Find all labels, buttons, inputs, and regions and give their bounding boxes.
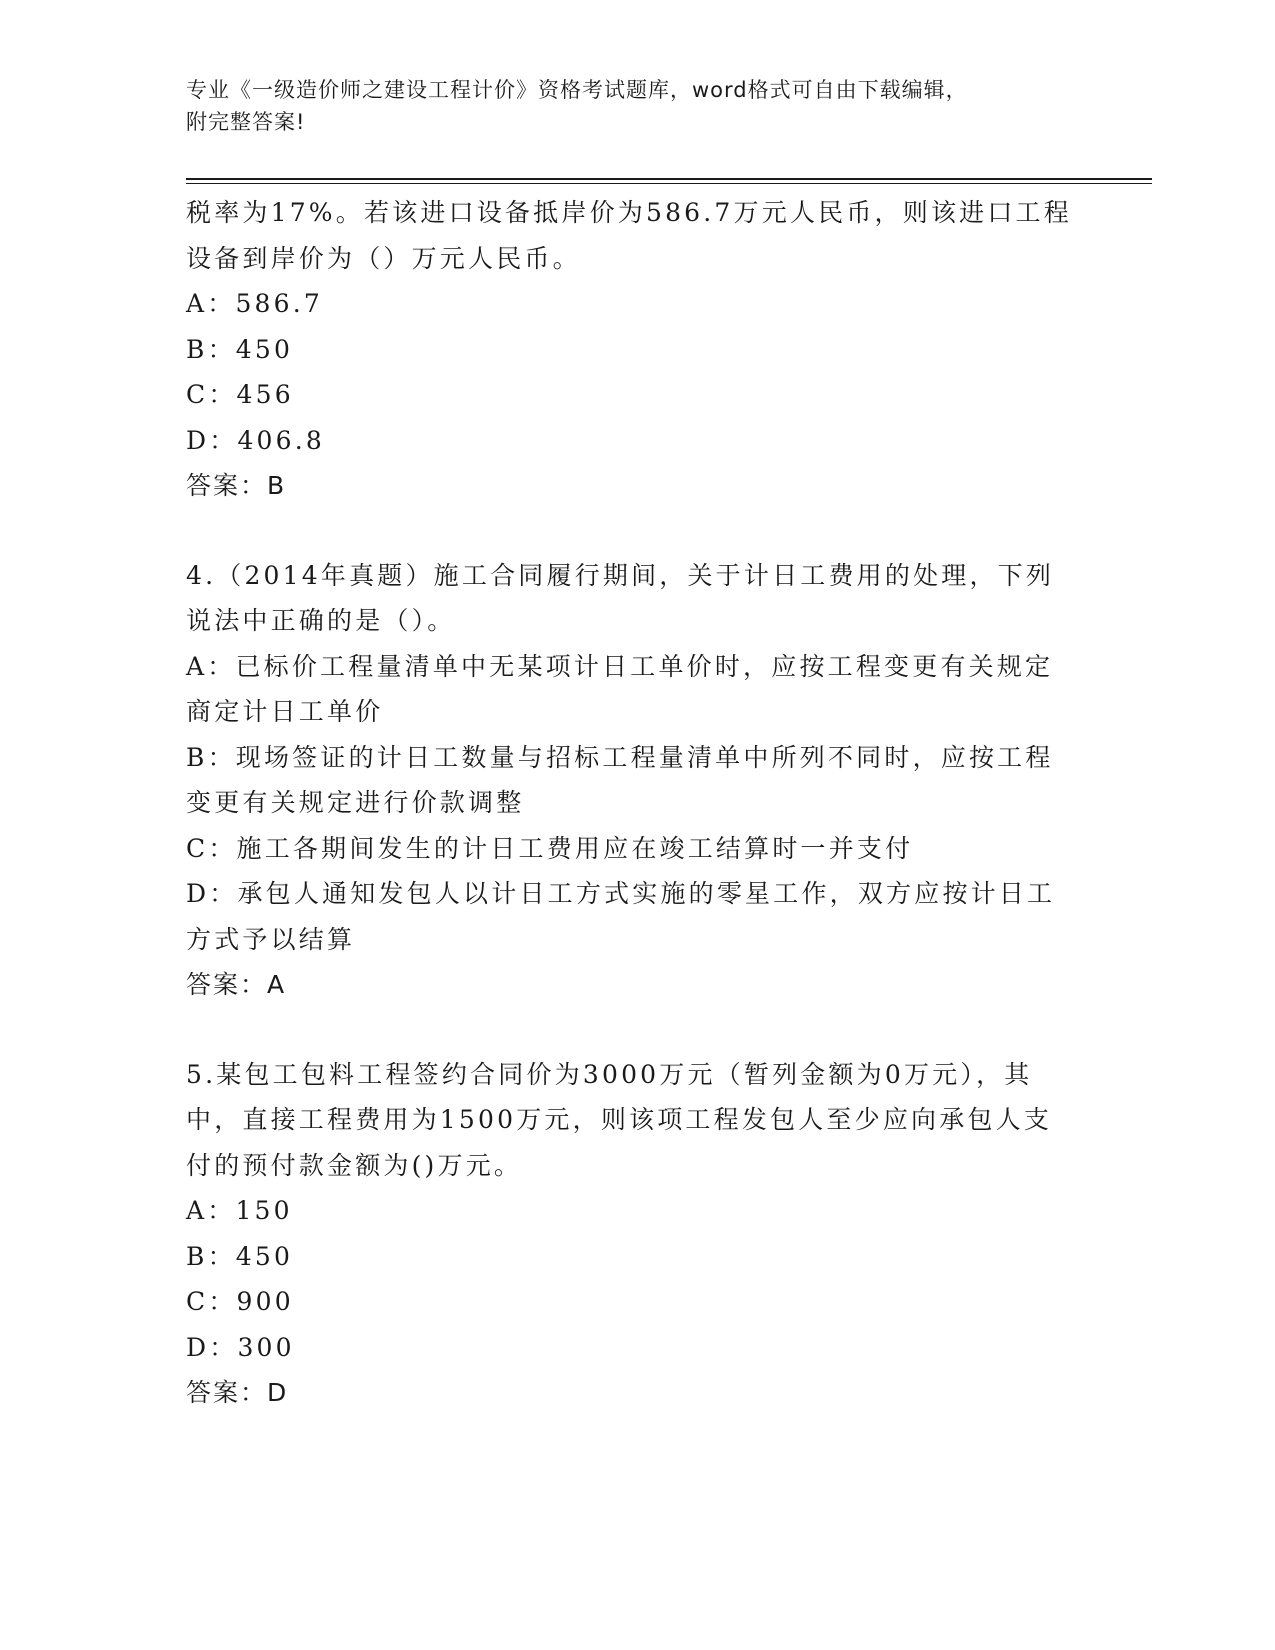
header-divider-thin <box>186 183 1152 184</box>
question-3-stem-line-2: 设备到岸价为（）万元人民币。 <box>186 243 581 273</box>
header-divider-thick <box>186 178 1152 180</box>
question-4-option-c: C：施工各期间发生的计日工费用应在竣工结算时一并支付 <box>186 833 914 863</box>
question-5-stem-line-3: 付的预付款金额为()万元。 <box>186 1150 523 1180</box>
question-5-option-b: B：450 <box>186 1241 294 1271</box>
header-line-2: 附完整答案! <box>186 110 306 134</box>
question-5-answer: 答案：D <box>186 1378 289 1407</box>
header-line-1: 专业《一级造价师之建设工程计价》资格考试题库，word格式可自由下载编辑， <box>186 78 968 102</box>
question-3-answer: 答案：B <box>186 471 287 500</box>
question-content <box>186 190 1076 1416</box>
question-5-option-a: A：150 <box>186 1196 293 1225</box>
question-3-option-c: C：456 <box>186 380 294 409</box>
question-spacer <box>186 1008 1076 1052</box>
question-4-option-a-line-1: A：已标价工程量清单中无某项计日工单价时，应按工程变更有关规定 <box>186 651 1054 681</box>
question-3-stem-line-1: 税率为17%。若该进口设备抵岸价为586.7万元人民币，则该进口工程 <box>186 198 1072 227</box>
question-4-option-b-line-1: B：现场签证的计日工数量与招标工程量清单中所列不同时，应按工程 <box>186 742 1054 772</box>
question-3-option-b: B：450 <box>186 334 294 364</box>
question-3 <box>186 190 1076 509</box>
question-5 <box>186 1052 1076 1416</box>
question-4-answer: 答案：A <box>186 970 287 999</box>
question-4-option-d-line-2: 方式予以结算 <box>186 924 356 954</box>
question-4-option-b-line-2: 变更有关规定进行价款调整 <box>186 788 525 817</box>
question-4-stem-line-2: 说法中正确的是（）。 <box>186 606 456 635</box>
document-header <box>186 74 1066 138</box>
question-spacer <box>186 509 1076 553</box>
question-4-option-d-line-1: D：承包人通知发包人以计日工方式实施的零星工作，双方应按计日工 <box>186 879 1056 908</box>
question-5-option-d: D：300 <box>186 1332 295 1362</box>
question-3-option-a: A：586.7 <box>186 289 324 318</box>
question-4-option-a-line-2: 商定计日工单价 <box>186 697 384 726</box>
question-5-stem-line-1: 5.某包工包料工程签约合同价为3000万元（暂列金额为0万元），其 <box>186 1059 1033 1089</box>
question-5-option-c: C：900 <box>186 1287 294 1316</box>
question-4-stem-line-1: 4.（2014年真题）施工合同履行期间，关于计日工费用的处理，下列 <box>186 560 1055 590</box>
question-3-option-d: D：406.8 <box>186 425 326 455</box>
question-4 <box>186 553 1076 1008</box>
question-5-stem-line-2: 中，直接工程费用为1500万元，则该项工程发包人至少应向承包人支 <box>186 1105 1053 1134</box>
